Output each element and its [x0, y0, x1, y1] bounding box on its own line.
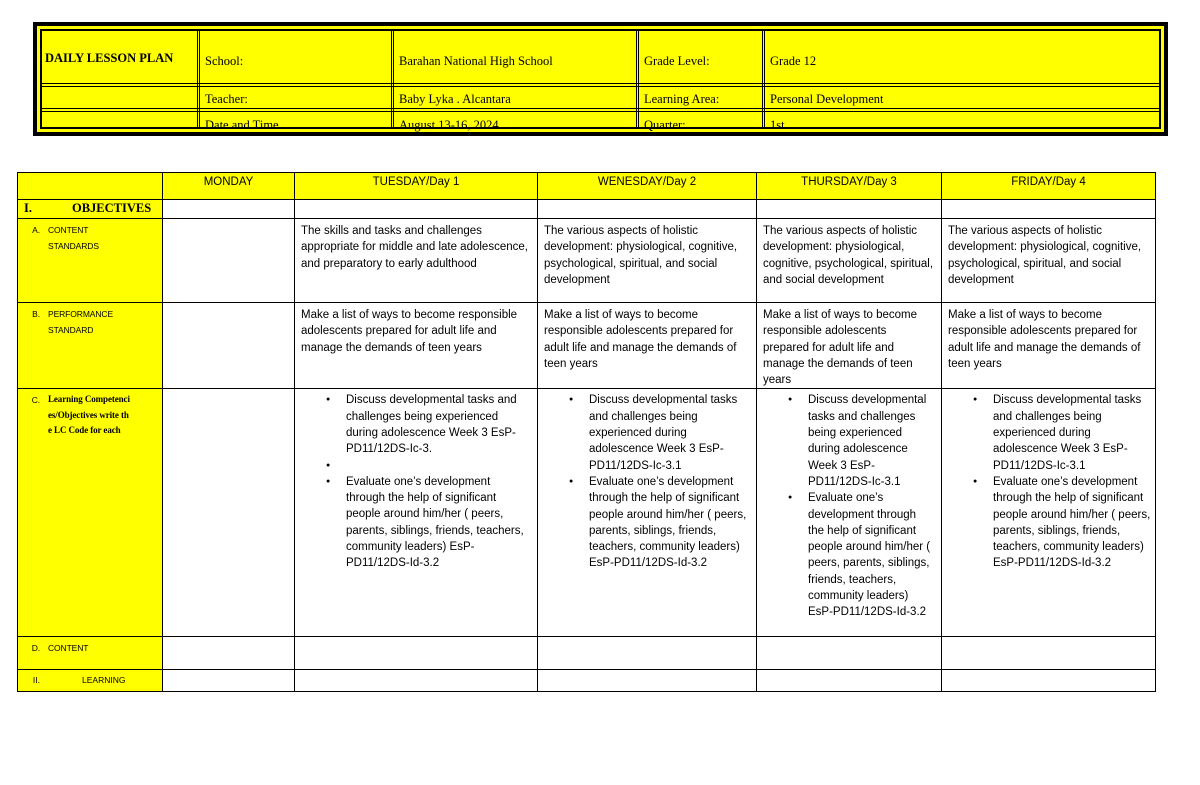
list-item: ● Evaluate one’s development through the help of significant people around him/her ( peers, parents, siblings, friends, teachers, community leaders) EsP-PD11/12DS-Id-3.2: [993, 474, 1151, 572]
competencies-list: [942, 389, 1155, 571]
content-cell: [538, 637, 757, 670]
list-item: ● Discuss developmental tasks and challenges being experienced during adolescence Week 3 EsP-PD11/12DS-Ic-3.1: [993, 392, 1151, 473]
learning-cell: [757, 670, 942, 692]
learning-area-label: Learning Area:: [644, 92, 720, 106]
competencies-list: [538, 389, 756, 571]
objectives-number: I.: [24, 201, 32, 215]
header-inner-frame: [40, 29, 1161, 132]
content-standards-row: [18, 219, 1156, 303]
content-standards-friday: [942, 219, 1156, 303]
header-corner-cell: [18, 173, 163, 200]
objectives-label: OBJECTIVES: [72, 201, 152, 215]
quarter-label: Quarter:: [644, 118, 686, 132]
grade-level-value: Grade 12: [770, 54, 817, 68]
grade-level-label: Grade Level:: [644, 54, 710, 68]
quarter-value: 1st: [770, 118, 785, 132]
section-letter: C.: [31, 395, 40, 406]
objectives-cell: [295, 200, 538, 219]
content-standards-wednesday: [538, 219, 757, 303]
competencies-thursday: [757, 389, 942, 637]
competencies-monday: [163, 389, 295, 637]
performance-standard-row: [18, 303, 1156, 389]
day-header-thursday: THURSDAY/Day 3: [757, 173, 942, 200]
content-cell: [295, 637, 538, 670]
cell-text: Make a list of ways to become responsible adolescents prepared for adult life and manage the demands of teen years: [948, 309, 1141, 370]
list-item: ● Discuss developmental tasks and challenges being experienced during adolescence Week 3 EsP-PD11/12DS-Ic-3.: [346, 392, 533, 457]
header-divider: [42, 108, 1159, 112]
lesson-plan-table: [17, 172, 1156, 692]
learning-area-value: Personal Development: [770, 92, 884, 106]
content-standards-label-cell: [18, 219, 163, 303]
objectives-cell: [163, 200, 295, 219]
cell-text: Make a list of ways to become responsible adolescents prepared for adult life and manage the demands of teen years: [763, 309, 918, 387]
content-standards-monday: [163, 219, 295, 303]
content-cell: [942, 637, 1156, 670]
content-row: [18, 637, 1156, 670]
cell-text: Make a list of ways to become responsible adolescents prepared for adult life and manage the demands of teen years: [544, 309, 737, 370]
header-divider: [197, 31, 200, 127]
performance-standard-label: PERFORMANCE STANDARD: [48, 309, 114, 335]
competencies-list: [757, 389, 941, 620]
competencies-tuesday: [295, 389, 538, 637]
list-spacer: [346, 458, 533, 474]
section-letter: D.: [31, 643, 40, 654]
day-header-friday: FRIDAY/Day 4: [942, 173, 1156, 200]
performance-standard-friday: [942, 303, 1156, 389]
learning-cell: [942, 670, 1156, 692]
cell-text: The various aspects of holistic development: physiological, cognitive, psychological, spiritual, and social development: [544, 225, 738, 286]
section-letter: A.: [32, 225, 40, 235]
content-cell: [757, 637, 942, 670]
date-time-label: Date and Time: [205, 118, 279, 132]
content-label: CONTENT: [48, 643, 89, 654]
lesson-plan-header: [33, 22, 1168, 136]
list-item: ● Evaluate one’s development through the help of significant people around him/her ( peers, parents, siblings, friends, teachers, community leaders) EsP-PD11/12DS-Id-3.2: [808, 490, 931, 620]
learning-label-cell: [18, 670, 163, 692]
learning-cell: [538, 670, 757, 692]
cell-text: The various aspects of holistic development: physiological, cognitive, psychological, spiritual, and social development: [948, 225, 1142, 286]
content-label-cell: [18, 637, 163, 670]
day-header-monday: MONDAY: [163, 173, 295, 200]
content-standards-tuesday: [295, 219, 538, 303]
header-divider: [42, 83, 1159, 87]
section-letter: B.: [32, 309, 40, 319]
learning-row: [18, 670, 1156, 692]
learning-competencies-label-cell: [18, 389, 163, 637]
objectives-cell: [538, 200, 757, 219]
school-label: School:: [205, 54, 244, 68]
content-cell: [163, 637, 295, 670]
learning-heading: [18, 670, 162, 688]
performance-standard-monday: [163, 303, 295, 389]
day-header-tuesday: TUESDAY/Day 1: [295, 173, 538, 200]
learning-competencies-row: [18, 389, 1156, 637]
performance-standard-tuesday: [295, 303, 538, 389]
objectives-cell: [942, 200, 1156, 219]
learning-cell: [295, 670, 538, 692]
lesson-plan-title: DAILY LESSON PLAN: [45, 51, 174, 65]
competencies-friday: [942, 389, 1156, 637]
objectives-row: [18, 200, 1156, 219]
competencies-list: [295, 389, 537, 571]
cell-text: The skills and tasks and challenges appropriate for middle and late adolescence, and preparatory to early adulthood: [301, 225, 528, 270]
performance-standard-wednesday: [538, 303, 757, 389]
content-standards-thursday: [757, 219, 942, 303]
list-item: ● Evaluate one’s development through the help of significant people around him/her ( peers, parents, siblings, friends, teachers, community leaders) EsP-PD11/12DS-Id-3.2: [346, 474, 533, 572]
objectives-label-cell: [18, 200, 163, 219]
list-item: ● Discuss developmental tasks and challenges being experienced during adolescence Week 3 EsP-PD11/12DS-Ic-3.1: [589, 392, 752, 473]
header-divider: [636, 31, 639, 127]
learning-cell: [163, 670, 295, 692]
teacher-value: Baby Lyka . Alcantara: [399, 92, 511, 106]
learning-competencies-label: Learning Competencies/Objectives write the LC Code for each: [48, 394, 130, 436]
learning-label: LEARNING: [82, 675, 126, 686]
content-standards-heading: [18, 219, 162, 254]
header-divider: [391, 31, 394, 127]
learning-competencies-heading: [18, 389, 162, 439]
content-heading: [18, 637, 162, 656]
performance-standard-heading: [18, 303, 162, 338]
date-time-value: August 13-16, 2024: [399, 118, 499, 132]
day-header-row: [18, 173, 1156, 200]
cell-text: The various aspects of holistic development: physiological, cognitive, psychological, spiritual, and social development: [763, 225, 934, 286]
list-item: ● Discuss developmental tasks and challenges being experienced during adolescence Week 3 EsP-PD11/12DS-Ic-3.1: [808, 392, 931, 490]
cell-text: Make a list of ways to become responsible adolescents prepared for adult life and manage the demands of teen years: [301, 309, 518, 354]
teacher-label: Teacher:: [205, 92, 248, 106]
section-number: II.: [32, 675, 40, 686]
content-standards-label: CONTENT STANDARDS: [48, 225, 99, 251]
list-item: ● Evaluate one’s development through the help of significant people around him/her ( peers, parents, siblings, friends, teachers, community leaders) EsP-PD11/12DS-Id-3.2: [589, 474, 752, 572]
header-divider: [762, 31, 765, 127]
school-value: Barahan National High School: [399, 54, 553, 68]
performance-standard-thursday: [757, 303, 942, 389]
objectives-heading: [18, 200, 162, 216]
objectives-cell: [757, 200, 942, 219]
performance-standard-label-cell: [18, 303, 163, 389]
competencies-wednesday: [538, 389, 757, 637]
day-header-wednesday: WENESDAY/Day 2: [538, 173, 757, 200]
